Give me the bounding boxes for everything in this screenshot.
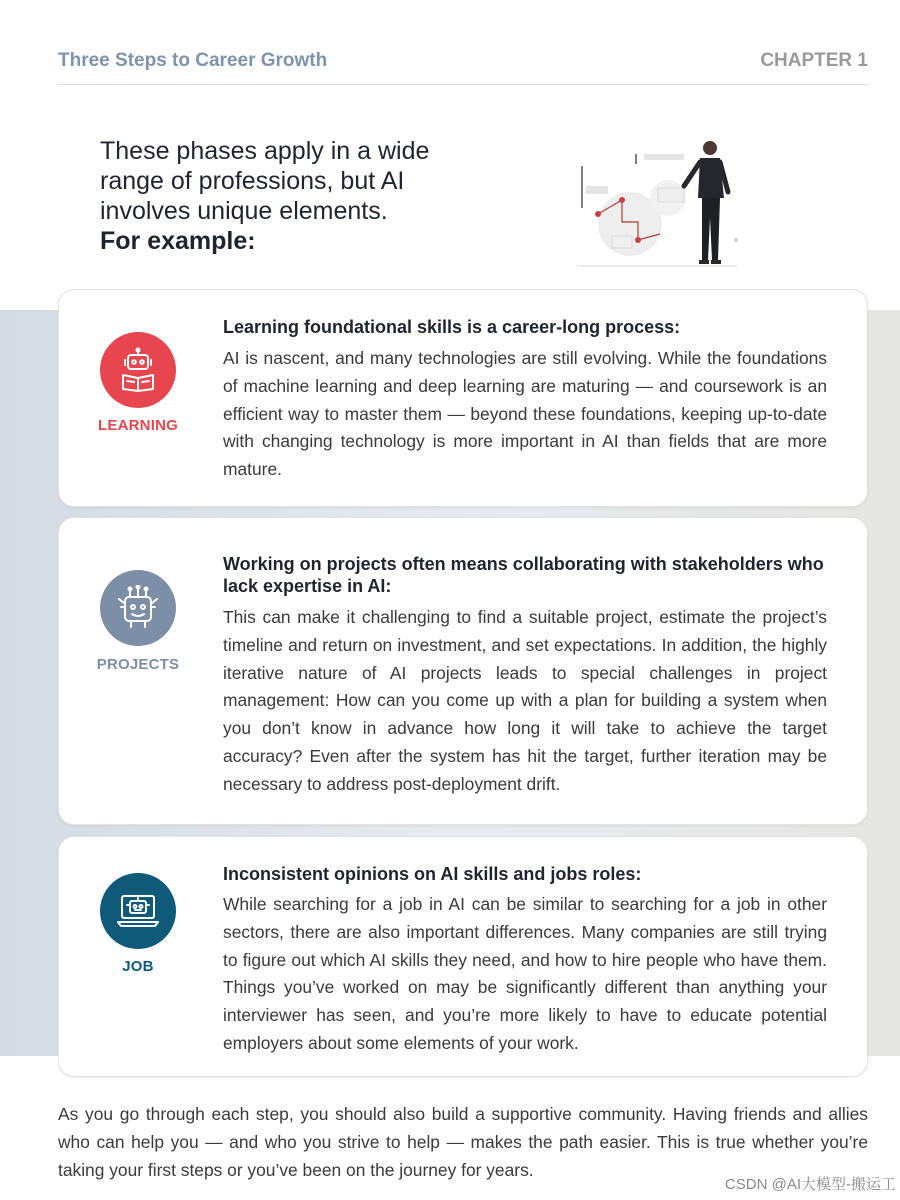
page-header-title: Three Steps to Career Growth xyxy=(58,50,328,71)
learning-label: LEARNING xyxy=(98,417,178,434)
projects-heading: Working on projects often means collaborating with stakeholders who lack expertise in AI: xyxy=(223,554,824,596)
intro-emphasis: For example: xyxy=(100,227,256,255)
intro-text: These phases apply in a wide range of professions, but AI involves unique elements. xyxy=(100,137,430,225)
watermark: CSDN @AI大模型-搬运工 xyxy=(724,1176,896,1193)
robot-head-circuit-icon xyxy=(100,570,176,646)
projects-content xyxy=(223,553,827,799)
projects-label: PROJECTS xyxy=(96,656,180,673)
intro-paragraph xyxy=(100,136,480,256)
learning-content xyxy=(223,316,827,484)
job-label: JOB xyxy=(122,958,154,975)
header-divider xyxy=(58,84,868,85)
person-presenting-board-icon xyxy=(572,136,742,271)
job-text: While searching for a job in AI can be similar to searching for a job in other sectors, there are also important differences. Many companies are still trying to figure out which AI skills they need, and how to hire people who have them. Things you’ve worked on may be significantly different than anything your interviewer has seen, and you’re more likely to have to educate potential employers about some elements of your work. xyxy=(223,894,827,1053)
robot-laptop-icon xyxy=(100,873,176,949)
closing-paragraph: As you go through each step, you should also build a supportive community. Having friends and allies who can help you — and who you strive to help — makes the path easier. This is true whether you’re taking your first steps or you’ve been on the journey for years. xyxy=(58,1104,868,1180)
robot-reading-book-icon xyxy=(100,332,176,408)
chapter-label: CHAPTER 1 xyxy=(760,50,868,71)
job-heading: Inconsistent opinions on AI skills and jobs roles: xyxy=(223,864,642,884)
learning-heading: Learning foundational skills is a career-long process: xyxy=(223,317,681,337)
learning-card xyxy=(58,289,868,507)
job-card xyxy=(58,836,868,1077)
projects-card xyxy=(58,517,868,825)
projects-text: This can make it challenging to find a suitable project, estimate the project’s timeline and return on investment, and set expectations. In addition, the highly iterative nature of AI projects leads to special challenges in project management: How can you come up with a plan for building a system when you don’t know in advance how long it will take to achieve the target accuracy? Even after the system has hit the target, further iteration may be necessary to address post-deployment drift. xyxy=(223,607,827,794)
job-content xyxy=(223,863,827,1058)
learning-text: AI is nascent, and many technologies are still evolving. While the foundations of machine learning and deep learning are maturing — and coursework is an efficient way to master them — beyond these foundations, keeping up-to-date with changing technology is more important in AI than fields that are more mature. xyxy=(223,348,827,480)
